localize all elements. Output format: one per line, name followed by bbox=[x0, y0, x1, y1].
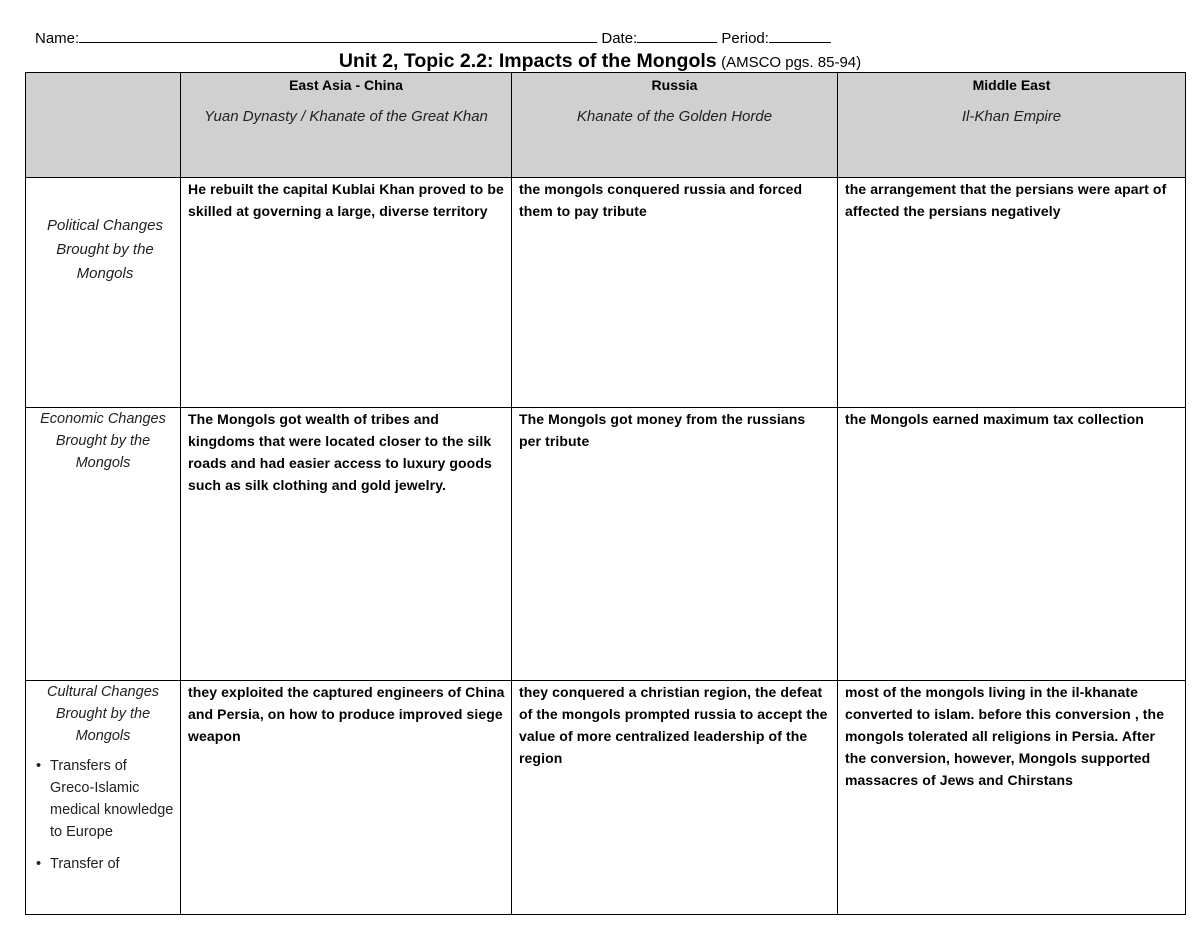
answer-cell[interactable] bbox=[838, 178, 1186, 408]
answer-text: the arrangement that the persians were apart of affected the persians negatively bbox=[845, 181, 1167, 219]
answer-text: they conquered a christian region, the defeat of the mongols prompted russia to accept the value of more centralized leadership of the region bbox=[519, 684, 828, 766]
column-header-china bbox=[181, 73, 512, 178]
answer-text: the Mongols earned maximum tax collection bbox=[845, 411, 1144, 427]
answer-cell[interactable] bbox=[181, 178, 512, 408]
answer-cell[interactable] bbox=[838, 681, 1186, 915]
table-row-political bbox=[26, 178, 1186, 408]
header-fields bbox=[35, 30, 831, 47]
column-heading: East Asia - China bbox=[289, 77, 403, 93]
name-blank[interactable] bbox=[79, 30, 597, 43]
answer-text: most of the mongols living in the il-khanate converted to islam. before this conversion , the mongols tolerated all religions in Persia. After the conversion, however, Mongols supported massacres of Jews and Chirstans bbox=[845, 684, 1165, 788]
column-heading: Middle East bbox=[972, 77, 1051, 93]
column-subheading: Khanate of the Golden Horde bbox=[576, 108, 773, 125]
row-label: Political Changes Brought by the Mongols bbox=[47, 217, 163, 282]
list-item: • Transfers of Greco-Islamic medical knowledge to Europe bbox=[32, 755, 174, 843]
answer-cell[interactable] bbox=[181, 681, 512, 915]
column-subheading: Yuan Dynasty / Khanate of the Great Khan bbox=[204, 108, 488, 125]
title-subtitle: (AMSCO pgs. 85-94) bbox=[721, 54, 862, 71]
period-blank[interactable] bbox=[769, 30, 831, 43]
mongols-impact-table bbox=[25, 72, 1186, 915]
answer-cell[interactable] bbox=[838, 408, 1186, 681]
period-label: Period: bbox=[721, 30, 769, 47]
answer-text: The Mongols got money from the russians per tribute bbox=[519, 411, 806, 449]
table-row-cultural bbox=[26, 681, 1186, 915]
list-item: • Transfer of bbox=[32, 853, 174, 875]
column-heading: Russia bbox=[651, 77, 698, 93]
answer-cell[interactable] bbox=[181, 408, 512, 681]
answer-text: they exploited the captured engineers of China and Persia, on how to produce improved siege weapon bbox=[188, 684, 505, 744]
answer-text: The Mongols got wealth of tribes and kingdoms that were located closer to the silk roads and had easier access to luxury goods such as silk clothing and gold jewelry. bbox=[188, 411, 492, 493]
title-main: Unit 2, Topic 2.2: Impacts of the Mongols bbox=[338, 50, 717, 72]
column-header-russia bbox=[512, 73, 838, 178]
column-subheading: Il-Khan Empire bbox=[961, 108, 1062, 125]
table-header-row bbox=[26, 73, 1186, 178]
answer-cell[interactable] bbox=[512, 408, 838, 681]
header-corner-cell bbox=[26, 73, 181, 178]
name-label: Name: bbox=[35, 30, 80, 47]
row-label-cell bbox=[26, 681, 181, 915]
row-label-text: Cultural Changes Brought by the Mongols bbox=[46, 684, 160, 744]
row-label-cell bbox=[26, 178, 181, 408]
table-row-economic bbox=[26, 408, 1186, 681]
date-label: Date: bbox=[601, 30, 638, 47]
answer-text: He rebuilt the capital Kublai Khan proved to be skilled at governing a large, diverse territory bbox=[188, 181, 504, 219]
answer-text: the mongols conquered russia and forced them to pay tribute bbox=[519, 181, 803, 219]
worksheet-title bbox=[0, 50, 1200, 73]
date-blank[interactable] bbox=[637, 30, 717, 43]
row-label bbox=[26, 681, 180, 875]
column-header-middle-east bbox=[838, 73, 1186, 178]
answer-cell[interactable] bbox=[512, 178, 838, 408]
row-label-cell bbox=[26, 408, 181, 681]
answer-cell[interactable] bbox=[512, 681, 838, 915]
row-label: Economic Changes Brought by the Mongols bbox=[40, 411, 166, 471]
cultural-bullet-list bbox=[32, 755, 174, 875]
